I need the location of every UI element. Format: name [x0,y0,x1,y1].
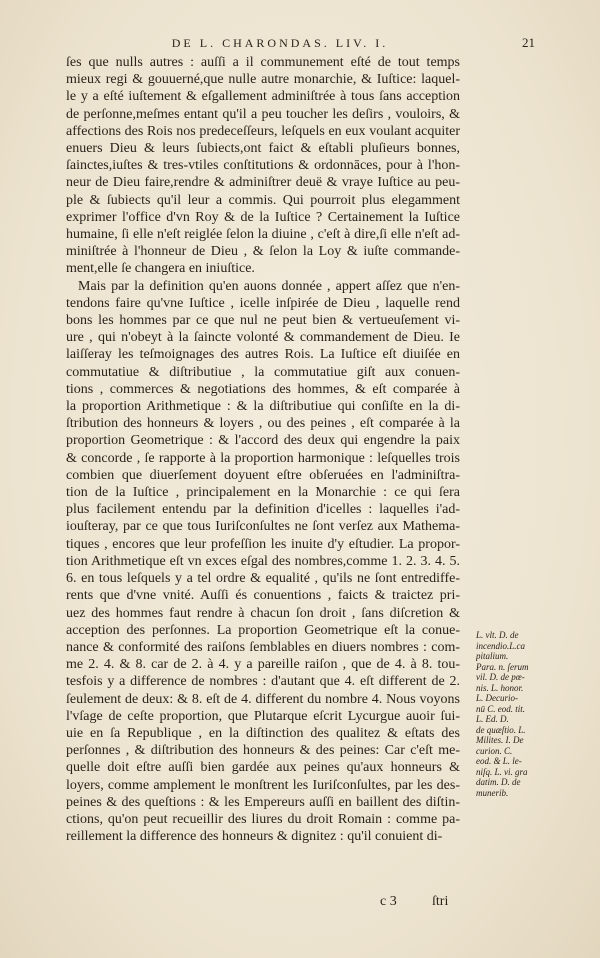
margin-notes [476,630,568,798]
margin-note: vil. D. de pœ- [476,672,525,682]
text-line: uez des hommes faut rendre à chacun ſon droit , ſans diſcretion & [66,605,460,621]
text-line: ſainctes,iuſtes & tres-vtiles conſtitutions & ordonnāces, pour à l'hon- [66,158,460,174]
body-text [66,54,460,845]
text-line: perſonnes , & diſtribution des honneurs & des peines: Car c'eſt me- [66,743,460,759]
text-line: miniſtrée à l'honneur de Dieu , & ſelon la Loy & iuſte commande- [66,244,460,260]
text-line: affections des Rois nos predeceſſeurs, leſquels en eux voulant acquiter [66,123,460,139]
text-line: reillement la difference des honneurs & dignitez : qu'il conuient di- [66,829,443,845]
text-line: le y a eſté iuſtement & eſgallement adminiſtrée à tous ſans acception [66,89,460,105]
text-line: rents que d'vne vnité. Auſſi és conuentions , faicts & traictez pri- [66,588,460,604]
signature-mark: c 3 [380,894,397,909]
text-line: tion de la Iuſtice , principalement en la Monarchie : ce qui ſera [66,485,460,501]
text-line: tiques , encores que leur profeſſion les inuite d'y eſtudier. La propor- [66,536,460,552]
text-line: commutatiue & diſtributiue , la commutatiue giſt aux conuen- [66,364,460,380]
margin-note: nū C. eod. tit. [476,703,525,714]
margin-note: de quæſtio. L. [476,724,526,735]
text-line: peines & des queſtions : & les Empereurs auſſi en baillent des diſtin- [66,794,460,810]
text-line: ſeulement de deux: & 8. eſt de 4. different du nombre 4. Nous voyons [66,691,460,707]
text-line: loyers, comme amplement le monſtrent les Iuriſconſultes, par les des- [66,777,460,793]
margin-note: Para. n. ſerum [476,661,529,672]
text-line: ment,elle ſe changera en iniuſtice. [66,261,255,277]
text-line: bons les hommes par ce que nul ne peut bien & vertueuſement vi- [66,313,460,329]
text-line: 6. en tous leſquels y a tel ordre & equalité , qu'ils ne ſont entrediffe- [66,571,460,587]
text-line: laiſſeray les teſmoignages des autres Rois. La Iuſtice eſt diuiſée en [66,347,460,363]
text-line: mieux regi & gouuerné,que nulle autre monarchie, & Iuſtice: laquel- [66,72,460,88]
text-line: tions , commerces & negotiations des hommes, & eſt comparée à [66,381,460,397]
text-line: acception des perſonnes. La proportion Geometrique eſt la conue- [66,622,460,638]
margin-note: munerib. [476,787,509,798]
text-line: quelle doit eſtre auſſi bien gardée aux peines qu'aux honneurs & [66,760,460,776]
text-line: de perſonne,meſmes entant qu'il a peu toucher les deſirs , vouloirs, & [66,106,460,122]
text-line: combien que diuerſement doyuent eſtre obſeruées en l'adminiſtra- [66,467,460,483]
text-line: me 2. 4. & 8. car de 2. à 4. y a pareille raiſon , que de 4. à 8. tou- [66,657,460,673]
text-line: enuers Dieu & leurs ſubiects,ont faict & eſtabli pluſieurs bonnes, [66,141,460,157]
page-number: 21 [522,35,535,50]
text-line: ctions, qu'on peut recueillir des liures du droit Romain : comme pa- [66,811,460,827]
text-line: tion Arithmetique eſt vn exces eſgal des nombres,comme 1. 2. 3. 4. 5. [66,553,460,569]
margin-note: pitalium. [476,651,509,661]
text-line: ple & ſubiects qu'il leur a commis. Qui pourroit plus elegamment [66,192,460,208]
margin-note: L. Decurio- [476,693,518,703]
margin-note: datim. D. de [476,777,521,787]
margin-note: L. vlt. D. de [476,630,519,640]
text-line: ure , qui n'obeyt à la ſaincte volonté & commandement de Dieu. Ie [66,330,460,346]
margin-note: eod. & L. le- [476,756,522,766]
margin-note: L. Ed. D. [476,714,509,724]
catchword: ſtri [432,894,449,909]
margin-note: nis. L. honor. [476,682,524,693]
text-line: tendons faire qu'vne Iuſtice , icelle inſpirée de Dieu , laquelle rend [66,295,460,311]
text-line: exprimer l'office d'vn Roy & de la Iuſtice ? Certainement la Iuſtice [66,209,460,225]
margin-note: incendio.L.ca [476,640,525,651]
text-line: ſes que nulls autres : auſſi a il communement eſté de tout temps [66,55,460,70]
margin-note: curion. C. [476,745,513,756]
margin-note: niſq. L. vi. gra [476,766,528,777]
text-line: la proportion Arithmetique : & la diſtributiue qui conſiſte en la di- [66,399,460,415]
text-line: humaine, ſi elle n'eſt reiglée ſelon la diuine , c'eſt à dire,ſi elle n'eſt ad- [66,227,460,243]
text-line: uie en ſa Republique , en la diſtinction des qualitez & eſtats des [66,725,460,741]
text-line: neur de Dieu faire,rendre & adminiſtrer deuë & vraye Iuſtice au peu- [66,175,460,191]
text-line: iouſteray, par ce que tous Iuriſconſultes ne ſont verſez aux Mathema- [66,519,460,535]
text-line: proportion Geometrique : & l'accord des deux qui engendre la paix [66,433,460,449]
text-line: l'vſage de ceſte proportion, que Plutarque eſcrit Lycurgue auoir ſui- [66,708,460,724]
text-line: nance & conformité des raiſons ſemblables en diuers nombres : com- [66,639,460,655]
margin-note: Milites. I. De [476,735,524,745]
text-line: tesfois y a difference de nombres : d'autant que 4. eſt different de 2. [66,674,460,690]
text-line: plus facilement entendu par la definition d'icelles : laquelles i'ad- [66,502,460,518]
running-head: DE L. CHARONDAS. LIV. I. [171,36,389,50]
text-line: ſtribution des honneurs & loyers , ou des peines , eſt comparée à la [66,416,460,432]
text-line: Mais par la definition qu'en auons donnée , appert aſſez que n'en- [78,278,460,294]
text-line: & concorde , ſe rapporte à la proportion harmonique : leſquelles trois [66,450,460,466]
